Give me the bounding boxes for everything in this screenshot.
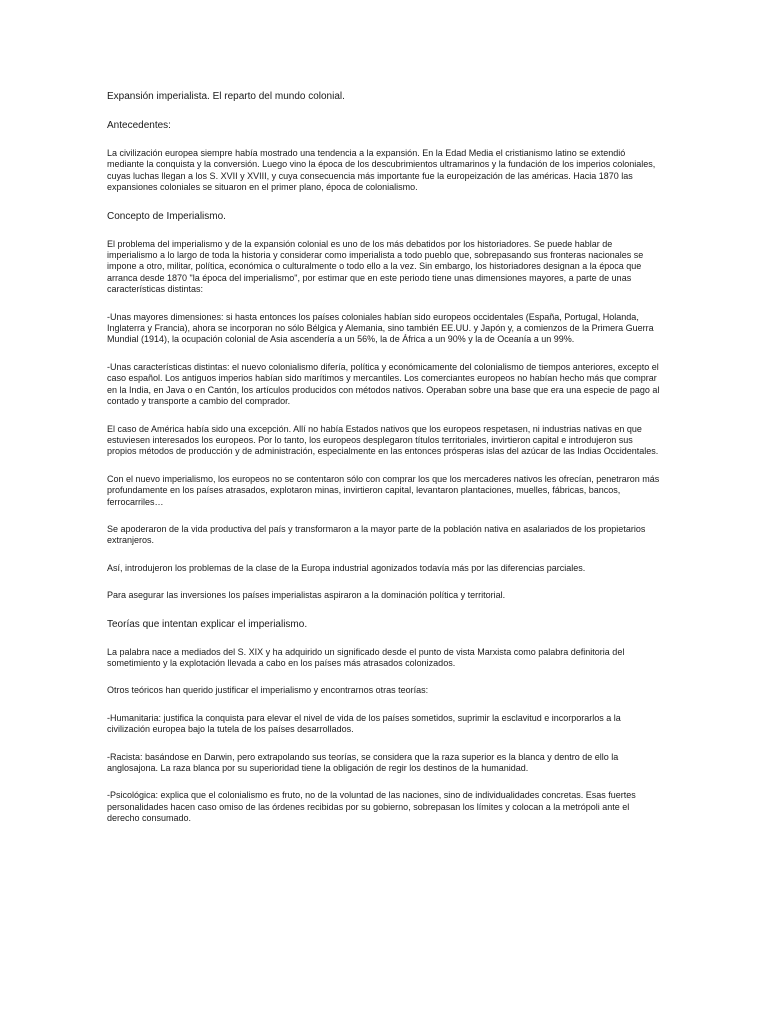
paragraph-racista: -Racista: basándose en Darwin, pero extrapolando sus teorías, se considera que la raza superior es la blanca y dentro de ello la anglosajona. La raza blanca por su superioridad tiene la obligación de regir los destinos de la humanidad.	[107, 751, 619, 773]
heading-concepto: Concepto de Imperialismo.	[107, 210, 226, 222]
paragraph-antecedentes: La civilización europea siempre había mostrado una tendencia a la expansión. En la Edad Media el cristianismo latino se extendió mediante la conquista y la conversión. Luego vino la época de los descubrimientos ultramarinos y la fundación de los imperios coloniales, cuyas luchas llegan a los S. XVII y XVIII, y cuya consecuencia más importante fue la europeización de las américas. Hacia 1870 las expansiones coloniales se situaron en el primer plano, época de colonialismo.	[107, 148, 656, 193]
paragraph-dimensiones: -Unas mayores dimensiones: si hasta entonces los países coloniales habían sido europeos occidentales (España, Portugal, Holanda, Inglaterra y Francia), ahora se incorporan no sólo Bélgica y Alemania, sino también EE.UU. y Japón y, a comienzos de la Primera Guerra Mundial (1914), la ocupación colonial de Asia ascendería a un 56%, la de África a un 90% y la de Oceanía a un 99%.	[107, 311, 654, 345]
paragraph-america: El caso de América había sido una excepción. Allí no había Estados nativos que los europeos respetasen, ni industrias nativas en que estuviesen interesados los europeos. Por lo tanto, los europeos desplegaron títulos territoriales, invirtieron capital e introdujeron sus propios métodos de producción y de administración, especialmente en las entonces prósperas islas del azúcar de las Indias Occidentales.	[107, 423, 659, 457]
paragraph-caracteristicas: -Unas características distintas: el nuevo colonialismo difería, política y económicamente del colonialismo de tiempos anteriores, excepto el caso español. Los antiguos imperios habían sido marítimos y mercantiles. Los comerciantes europeos no habían hecho más que comprar en la India, en Java o en Cantón, los artículos producidos con métodos nativos. Operaban sobre una base que era una especie de pago al contado y transporte a cambio del comprador.	[107, 361, 660, 407]
paragraph-psicologica: -Psicológica: explica que el colonialismo es fruto, no de la voluntad de las naciones, sino de individualidades concretas. Esas fuertes personalidades hacen caso omiso de las órdenes recibidas por su gobierno, sobrepasan los límites y colocan a la metrópoli ante el derecho consumado.	[107, 790, 636, 824]
heading-teorias: Teorías que intentan explicar el imperialismo.	[107, 618, 308, 630]
document-title: Expansión imperialista. El reparto del mundo colonial.	[107, 91, 345, 102]
paragraph-humanitaria: -Humanitaria: justifica la conquista para elevar el nivel de vida de los países sometidos, suprimir la esclavitud e incorporarlos a la civilización europea bajo la tutela de los países desarrollados.	[107, 712, 621, 735]
paragraph-asi: Así, introdujeron los problemas de la clase de la Europa industrial agonizados todavía más por las diferencias parciales.	[107, 562, 586, 573]
heading-antecedentes: Antecedentes:	[107, 120, 171, 131]
paragraph-nuevo-imperialismo: Con el nuevo imperialismo, los europeos no se contentaron sólo con comprar los que los mercaderes nativos les ofrecían, penetraron más profundamente en los países atrasados, explotaron minas, invirtieron capital, levantaron plantaciones, muelles, fábricas, bancos, ferrocarriles…	[107, 473, 660, 507]
paragraph-otros-teoricos: Otros teóricos han querido justificar el imperialismo y encontrarnos otras teorías:	[107, 685, 429, 696]
paragraph-concepto: El problema del imperialismo y de la expansión colonial es uno de los más debatidos por los historiadores. Se puede hablar de imperialismo a lo largo de toda la historia y considerar como imperialista a todo pueblo que, sobrepasando sus fronteras nacionales se impone a otro, militar, política, económica o culturalmente o todo ello a la vez. Sin embargo, los historiadores designan a la época que arranca desde 1870 "la época del imperialismo", por estimar que en este periodo tiene unas dimensiones mayores, a parte de unas características distintas:	[107, 238, 644, 295]
paragraph-apoderaron: Se apoderaron de la vida productiva del país y transformaron a la mayor parte de la población nativa en asalariados de los propietarios extranjeros.	[107, 523, 646, 546]
paragraph-palabra: La palabra nace a mediados del S. XIX y ha adquirido un significado desde el punto de vista Marxista como palabra definitoria del sometimiento y la explotación llevada a cabo en los países más atrasados colonizados.	[107, 646, 625, 668]
paragraph-asegurar: Para asegurar las inversiones los países imperialistas aspiraron a la dominación política y territorial.	[107, 590, 506, 601]
